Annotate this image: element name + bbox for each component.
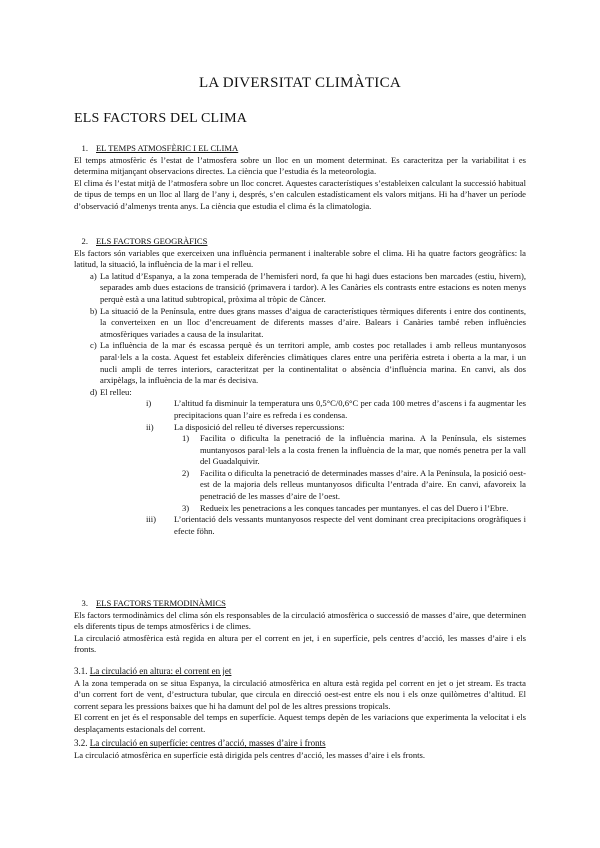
section-1-title [74,143,526,155]
list-text: El relleu: [100,386,132,397]
paragraph: El clima és l’estat mitjà de l’atmosfera sobre un lloc concret. Aquestes característiques s’estableixen calculant la successió habitual de tipus de temps en un lloc al llarg de l’any i, després, s’en calculen estadísticament els valors mitjans. Hi ha d’haver un període d’observació d’almenys trenta anys. La ciència que estudia el clima és la climatologia. [74,177,526,211]
subsection-3-1 [74,666,526,736]
section-2-title [74,236,526,248]
subsection-title-text: La circulació en altura: el corrent en jet [89,666,232,676]
list-item [74,271,526,306]
subsection-title [74,666,526,678]
nested-list-item [74,503,526,515]
paragraph: El temps atmosfèric és l’estat de l’atmosfera sobre un lloc en un moment determinat. Es caracteritza per la variabilitat i es determina mitjançant observacions directes. La ciència que l’estudia és la meteorologia. [74,154,526,177]
section-3-title [74,598,526,610]
paragraph: Els factors termodinàmics del clima són els responsables de la circulació atmosfèrica o successió de masses d’aire, que determinen els diferents tipus de temps atmosfèrics i de climes. [74,609,526,632]
sub-list-item [74,422,526,434]
subsection-3-2 [74,738,526,761]
nested-list-item [74,433,526,468]
list-label: c) [90,340,97,351]
subsection-number: 3.2. [74,738,88,748]
list-text: La situació de la Península, entre dues grans masses d’aigua de característiques tèrmiques diferents i entre dos continents, la converteixen en un lloc d’encreuament de diferents masses d’aire. Balears i Canàries també reben influències atmosfèriques variades a causa de la insularitat. [100,305,526,339]
document-title: LA DIVERSITAT CLIMÀTICA [198,75,402,91]
list-text: Facilita o dificulta la penetració de determinades masses d’aire. A la Península, la posició oest-est de la majoria dels relleus muntanyosos dificulta l’entrada d’aire. En canvi, afavoreix la penetració de les masses d’aire de l’oest. [200,467,526,502]
paragraph: La circulació atmosfèrica en superfície està dirigida pels centres d’acció, les masses d’aire i els fronts. [74,749,426,760]
section-number: 1. [81,143,88,153]
list-label: ii) [146,421,154,432]
nested-list-item [74,468,526,503]
list-text: L’orientació dels vessants muntanyosos respecte del vent dominant crea precipitacions orogràfiques i efecte föhn. [174,514,526,536]
subsection-number: 3.1. [74,666,88,676]
list-label: b) [90,305,98,316]
subsection-title-text: La circulació en superfície: centres d’acció, masses d’aire i fronts [89,738,326,748]
paragraph: La circulació atmosfèrica està regida en altura per el corrent en jet, i en superfície, pels centres d’acció, les masses d’aire i els fronts. [74,632,526,655]
list-text: La latitud d’Espanya, a la zona temperada de l’hemisferi nord, fa que hi hagi dues estacions ben marcades (estiu, hivern), separades amb dues estacions de transició (primavera i tardor). A les Canàries els contrasts entre estacions es noten menys perquè està a una latitud subtropical, pròxima al tròpic de Càncer. [100,270,526,304]
sub-list-item [74,398,526,421]
section-title-text: ELS FACTORS TERMODINÀMICS [96,598,226,608]
paragraph: A la zona temperada on se situa Espanya, la circulació atmosfèrica en altura està regida pel corrent en jet o jet stream. Es tracta d’un corrent fort de vent, d’estructura tubular, que circula en direcció oest-est entre els nou i els onze quilòmetres d’altitud. El corrent separa les pressions baixes que hi ha damunt del pol de les altres pressions tropicals. [74,677,526,711]
list-text: Facilita o dificulta la penetració de la influència marina. A la Península, els sistemes muntanyosos paral·lels a la costa frenen la influència de la mar, que només penetra per la vall del Guadalquivir. [200,433,526,467]
paragraph: El corrent en jet és el responsable del temps en superfície. Aquest temps depèn de les variacions que experimenta la velocitat i els desplaçaments estacionals del corrent. [74,712,526,734]
list-label: iii) [146,514,157,525]
section-number: 2. [81,236,88,246]
subsection-title [74,738,526,750]
section-2 [74,236,526,537]
section-heading: ELS FACTORS DEL CLIMA [74,111,248,126]
section-title-text: EL TEMPS ATMOSFÈRIC I EL CLIMA [96,143,239,153]
list-item [74,340,526,386]
list-text: L’altitud fa disminuir la temperatura uns 0,5°C/0,6°C per cada 100 metres d’ascens i fa augmentar les precipitacions quan l’aire es refreda i es condensa. [174,398,526,420]
list-item [74,306,526,341]
sub-list-item [74,514,526,537]
list-text: La disposició del relleu té diverses repercussions: [174,421,345,432]
section-number: 3. [81,598,88,608]
list-text: La influència de la mar és escassa perquè és un territori ample, amb costes poc retallades i amb relleus muntanyosos paral·lels a la costa. Aquest fet estableix diferències climàtiques clares entre una perifèria estreta i oberta a la mar, i un nucli ampli de terres interiors, caracteritzat per la continentalitat o absència d’influència marina. En canvi, als dos arxipèlags, la influència de la mar és decisiva. [100,340,526,386]
list-label: i) [146,398,152,409]
list-label: a) [90,270,97,281]
list-item [74,387,526,399]
section-title-text: ELS FACTORS GEOGRÀFICS [96,236,208,246]
list-label: 3) [182,502,190,513]
list-label: 1) [182,433,190,444]
list-text: Redueix les penetracions a les conques tancades per muntanyes. el cas del Duero i l’Ebre. [200,502,509,513]
section-1 [74,143,526,213]
list-label: d) [90,386,98,397]
paragraph: Els factors són variables que exerceixen una influència permanent i inalterable sobre el clima. Hi ha quatre factors geogràfics: la latitud, la situació, la influència de la mar i el relleu. [74,247,526,270]
section-3 [74,598,526,656]
list-label: 2) [182,467,190,478]
